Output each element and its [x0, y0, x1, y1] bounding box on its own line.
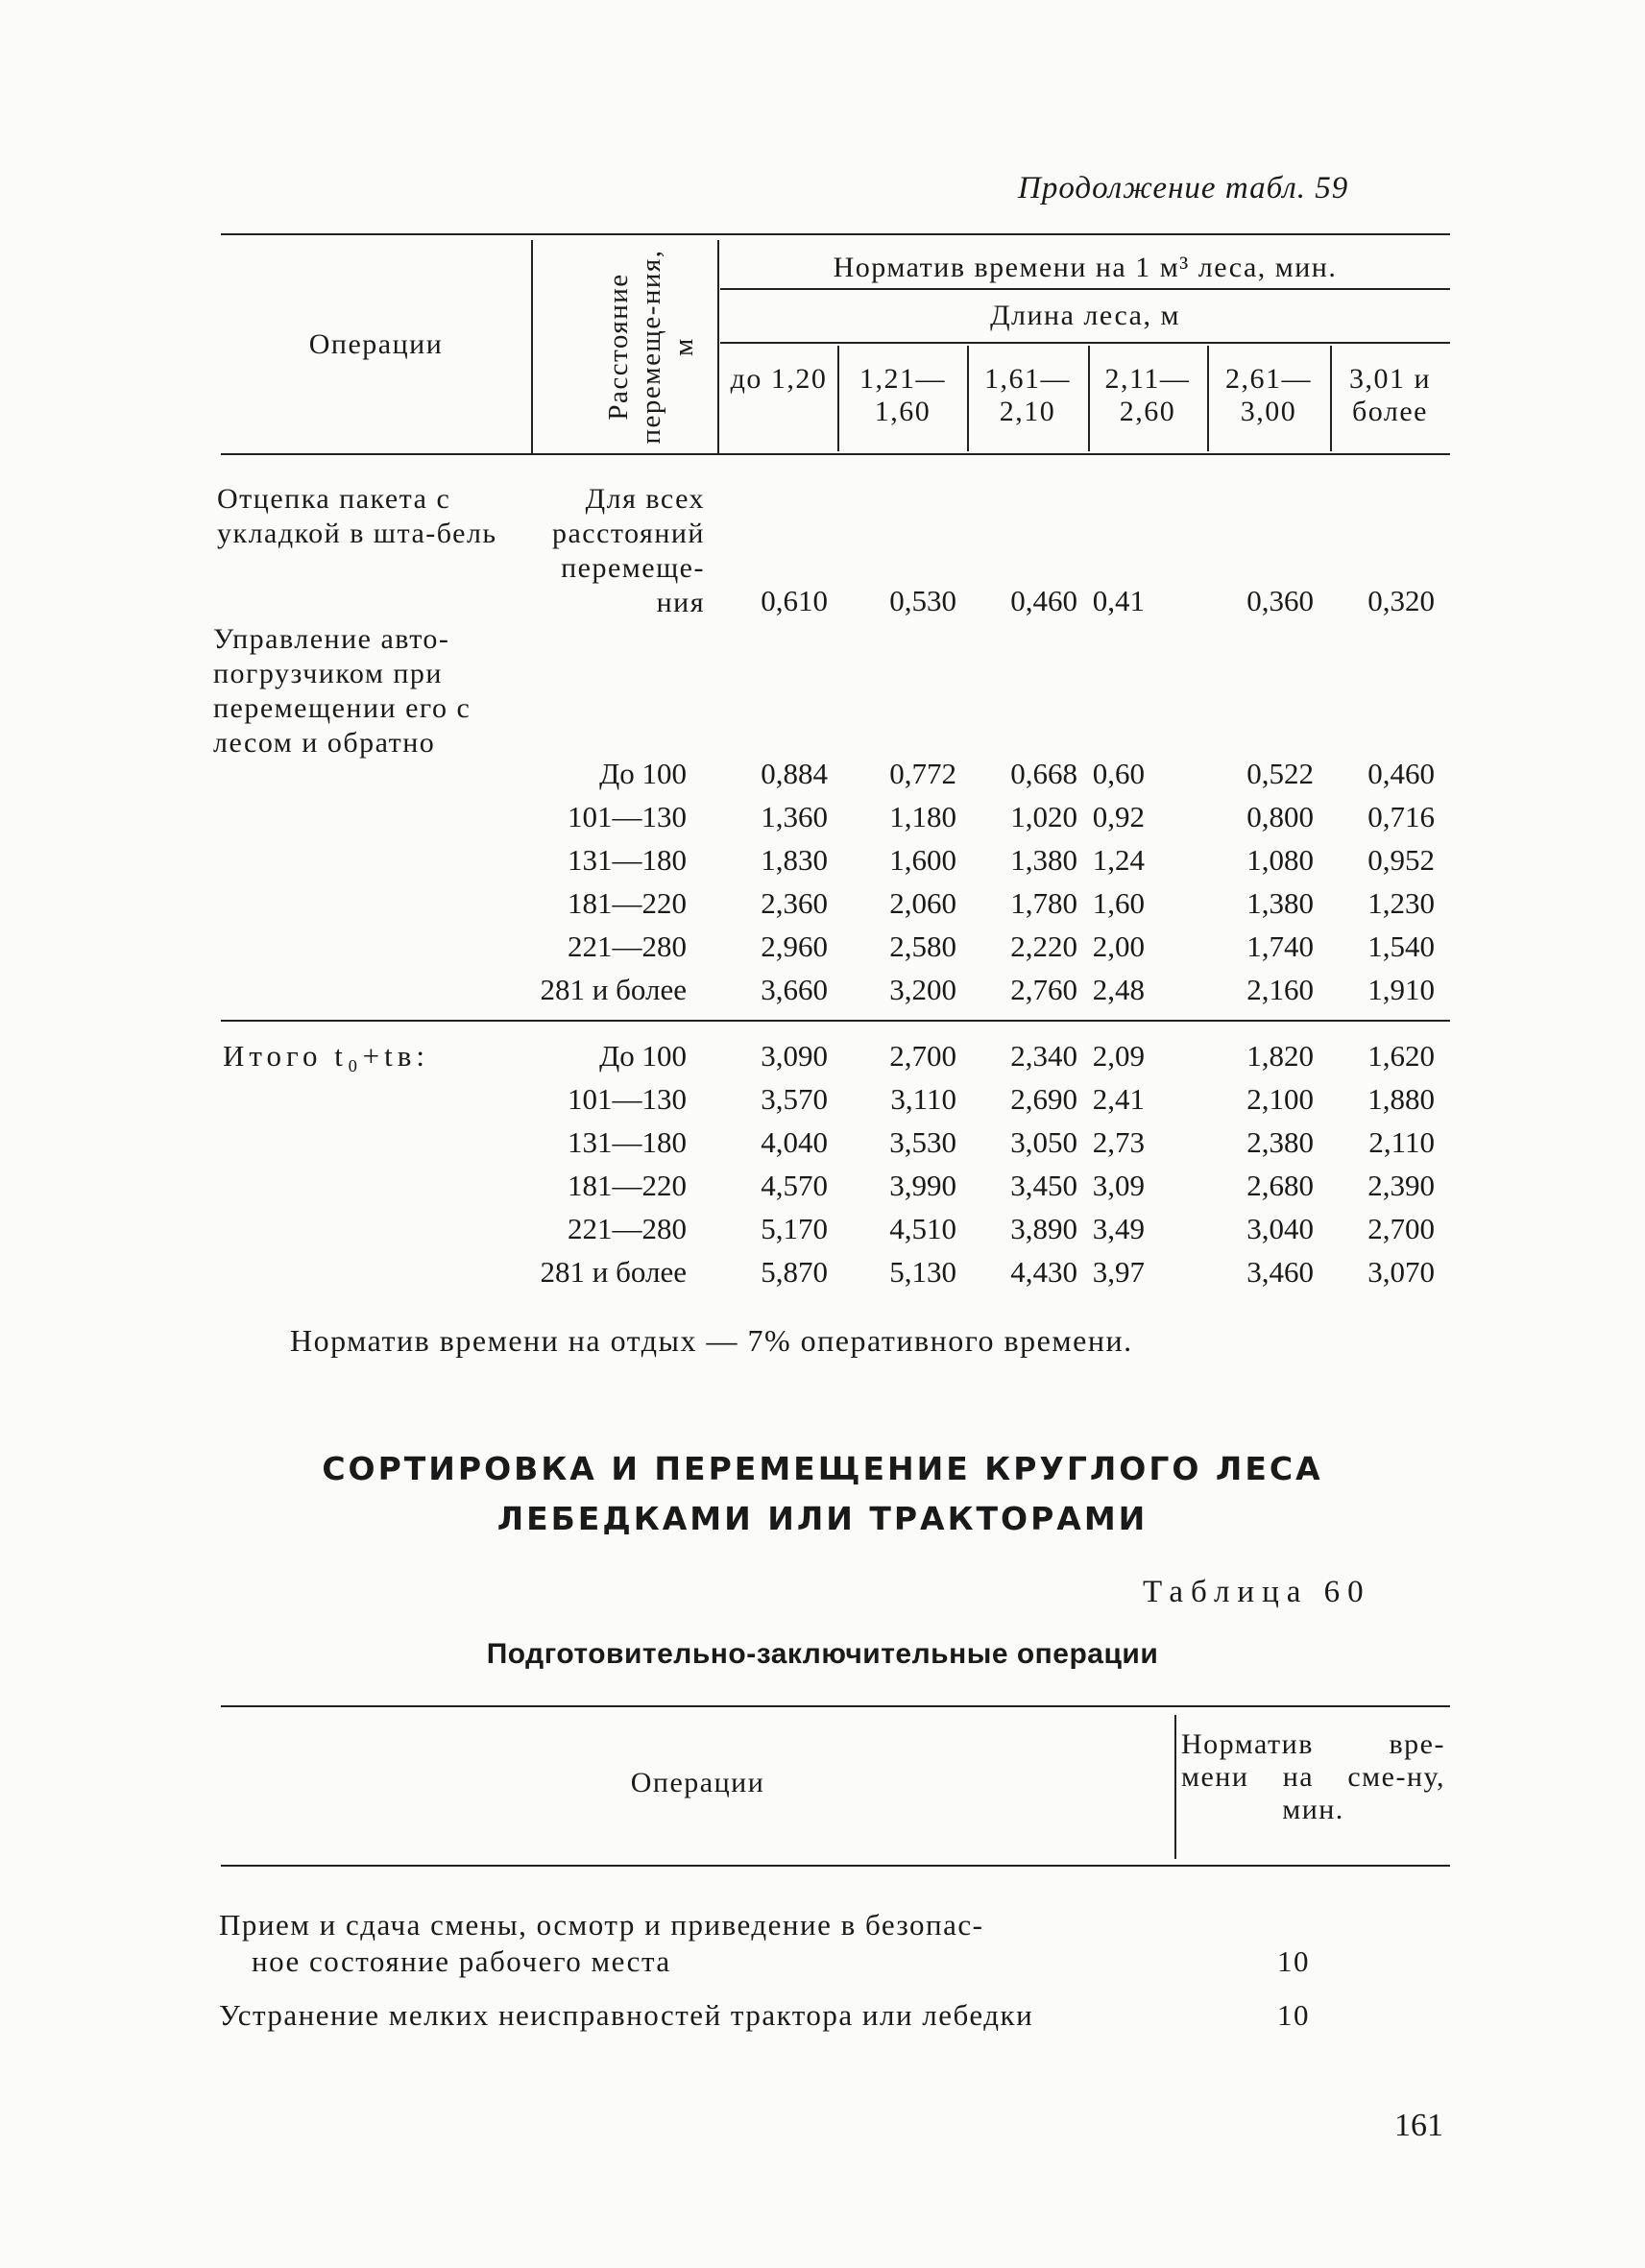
total-rule — [221, 1020, 1450, 1022]
op-name: Отцепка пакета с укладкой в шта-бель — [217, 483, 497, 549]
table-cell: 3,570 — [761, 1082, 828, 1116]
table-cell: 3,070 — [1367, 1255, 1435, 1289]
col-operations-header: Операции — [308, 328, 444, 360]
table-cell: 0,522 — [1246, 757, 1314, 790]
table-cell: 5,130 — [889, 1255, 956, 1289]
total-label: Итого t₀+tв: — [223, 1039, 429, 1073]
header-bottom-rule — [221, 1865, 1450, 1867]
distance-cell: 281 и более — [540, 973, 687, 1006]
distance-cell: 101—130 — [568, 1082, 687, 1116]
table-cell: 4,570 — [761, 1169, 828, 1202]
distance-cell: 281 и более — [540, 1255, 687, 1289]
table-cell: 1,380 — [1010, 843, 1077, 877]
table-60-subtitle: Подготовительно-заключительные операции — [486, 1638, 1159, 1670]
length-col-header: 2,11— 2,60 — [1104, 363, 1191, 427]
table-cell: 2,360 — [761, 886, 828, 920]
table-cell: 0,320 — [1367, 584, 1435, 617]
table-cell: 2,09 — [1092, 1039, 1145, 1073]
table-cell: 1,24 — [1092, 843, 1145, 877]
distance-cell: 181—220 — [568, 1169, 687, 1202]
distance-cell: 101—130 — [568, 800, 687, 833]
table-cell: 2,580 — [889, 929, 956, 963]
table-row-name: Устранение мелких неисправностей трактора или лебедки — [219, 1998, 1034, 2032]
length-col-header: 1,61— 2,10 — [984, 363, 1071, 427]
table-cell: 2,00 — [1092, 929, 1145, 963]
table-cell: 2,960 — [761, 929, 828, 963]
table-row-value: 10 — [1277, 1998, 1310, 2032]
table-cell: 2,700 — [889, 1039, 956, 1073]
table-cell: 2,380 — [1246, 1125, 1314, 1159]
table-cell: 3,460 — [1246, 1255, 1314, 1289]
table-cell: 3,660 — [761, 973, 828, 1006]
table-cell: 2,73 — [1092, 1125, 1145, 1159]
table-cell: 1,540 — [1367, 929, 1435, 963]
table-cell: 3,990 — [889, 1169, 956, 1202]
table-cell: 3,090 — [761, 1039, 828, 1073]
col-divider — [1088, 346, 1090, 451]
table-cell: 1,820 — [1246, 1039, 1314, 1073]
distance-cell: 131—180 — [568, 843, 687, 877]
distance-cell: 181—220 — [568, 886, 687, 920]
table-row-name: ное состояние рабочего места — [252, 1944, 671, 1978]
table-cell: 0,530 — [889, 584, 956, 617]
distance-cell: 131—180 — [568, 1125, 687, 1159]
table-cell: 0,41 — [1092, 584, 1145, 617]
length-col-header: 1,21— 1,60 — [859, 363, 946, 427]
table-cell: 1,230 — [1367, 886, 1435, 920]
table-cell: 0,952 — [1367, 843, 1435, 877]
table-cell: 2,690 — [1010, 1082, 1077, 1116]
col-norm-header: Норматив вре-мени на сме-ну, мин. — [1181, 1728, 1445, 1825]
header-bottom-rule — [221, 453, 1450, 455]
rest-note: Норматив времени на отдых — 7% оперативного времени. — [290, 1323, 1133, 1358]
table-cell: 1,880 — [1367, 1082, 1435, 1116]
table-cell: 2,48 — [1092, 973, 1145, 1006]
distance-cell: 221—280 — [568, 929, 687, 963]
table-cell: 1,380 — [1246, 886, 1314, 920]
col-distance-header: Расстояние перемеще-ния, м — [603, 249, 699, 444]
page-number: 161 — [1394, 2108, 1443, 2143]
table-cell: 1,830 — [761, 843, 828, 877]
distance-cell: До 100 — [599, 757, 687, 790]
table-row-value: 10 — [1277, 1944, 1310, 1978]
table-cell: 4,430 — [1010, 1255, 1077, 1289]
length-col-header: до 1,20 — [730, 363, 828, 395]
table-cell: 1,620 — [1367, 1039, 1435, 1073]
table-cell: 2,760 — [1010, 973, 1077, 1006]
table-cell: 3,040 — [1246, 1212, 1314, 1245]
table-cell: 0,460 — [1010, 584, 1077, 617]
table-cell: 5,870 — [761, 1255, 828, 1289]
col-operations-header: Операции — [630, 1767, 765, 1798]
col-divider — [837, 346, 839, 451]
col-divider — [1174, 1715, 1176, 1859]
header-rule — [720, 288, 1450, 290]
continuation-label: Продолжение табл. 59 — [1018, 171, 1349, 205]
table-cell: 3,200 — [889, 973, 956, 1006]
table-cell: 0,460 — [1367, 757, 1435, 790]
table-row-name: Прием и сдача смены, осмотр и приведение в безопас- — [219, 1908, 984, 1942]
table-cell: 1,600 — [889, 843, 956, 877]
table-cell: 1,60 — [1092, 886, 1145, 920]
table-cell: 3,890 — [1010, 1212, 1077, 1245]
table-cell: 1,740 — [1246, 929, 1314, 963]
length-col-header: 2,61— 3,00 — [1225, 363, 1312, 427]
distance-cell: 221—280 — [568, 1212, 687, 1245]
table-cell: 1,910 — [1367, 973, 1435, 1006]
subgroup-header: Длина леса, м — [990, 300, 1180, 331]
table-cell: 1,180 — [889, 800, 956, 833]
table-cell: 2,700 — [1367, 1212, 1435, 1245]
header-rule — [720, 342, 1450, 344]
table-cell: 3,49 — [1092, 1212, 1145, 1245]
table-cell: 1,080 — [1246, 843, 1314, 877]
distance-cell: До 100 — [599, 1039, 687, 1073]
table-cell: 5,170 — [761, 1212, 828, 1245]
length-col-header: 3,01 и более — [1348, 363, 1432, 427]
op-name: Управление авто-погрузчиком при перемещении его с лесом и обратно — [213, 623, 472, 759]
table-cell: 1,020 — [1010, 800, 1077, 833]
section-title: СОРТИРОВКА И ПЕРЕМЕЩЕНИЕ КРУГЛОГО ЛЕСА — [322, 1450, 1323, 1487]
col-divider — [531, 240, 533, 453]
table-cell: 3,97 — [1092, 1255, 1145, 1289]
table-cell: 4,510 — [889, 1212, 956, 1245]
table-60-label: Таблица 60 — [1143, 1575, 1371, 1609]
table-cell: 1,780 — [1010, 886, 1077, 920]
table-cell: 2,160 — [1246, 973, 1314, 1006]
table-cell: 0,92 — [1092, 800, 1145, 833]
table-top-rule — [221, 1705, 1450, 1707]
col-divider — [967, 346, 969, 451]
table-cell: 0,360 — [1246, 584, 1314, 617]
table-cell: 2,340 — [1010, 1039, 1077, 1073]
table-cell: 2,41 — [1092, 1082, 1145, 1116]
table-cell: 2,100 — [1246, 1082, 1314, 1116]
table-cell: 0,60 — [1092, 757, 1145, 790]
table-cell: 0,668 — [1010, 757, 1077, 790]
col-divider — [1207, 346, 1209, 451]
table-cell: 3,050 — [1010, 1125, 1077, 1159]
table-cell: 0,884 — [761, 757, 828, 790]
table-cell: 2,220 — [1010, 929, 1077, 963]
table-cell: 3,09 — [1092, 1169, 1145, 1202]
op-distance: Для всех расстояний перемеще-ния — [551, 483, 705, 618]
table-cell: 2,680 — [1246, 1169, 1314, 1202]
group-header: Норматив времени на 1 м³ леса, мин. — [833, 252, 1338, 283]
table-cell: 0,772 — [889, 757, 956, 790]
table-cell: 3,110 — [890, 1082, 956, 1116]
table-cell: 1,360 — [761, 800, 828, 833]
table-cell: 0,800 — [1246, 800, 1314, 833]
table-cell: 3,530 — [889, 1125, 956, 1159]
table-cell: 0,610 — [761, 584, 828, 617]
col-divider — [1330, 346, 1332, 451]
table-cell: 0,716 — [1367, 800, 1435, 833]
table-cell: 2,390 — [1367, 1169, 1435, 1202]
table-top-rule — [221, 233, 1450, 235]
table-cell: 2,060 — [889, 886, 956, 920]
table-cell: 2,110 — [1368, 1125, 1435, 1159]
table-cell: 4,040 — [761, 1125, 828, 1159]
table-cell: 3,450 — [1010, 1169, 1077, 1202]
section-title: ЛЕБЕДКАМИ ИЛИ ТРАКТОРАМИ — [496, 1500, 1149, 1537]
